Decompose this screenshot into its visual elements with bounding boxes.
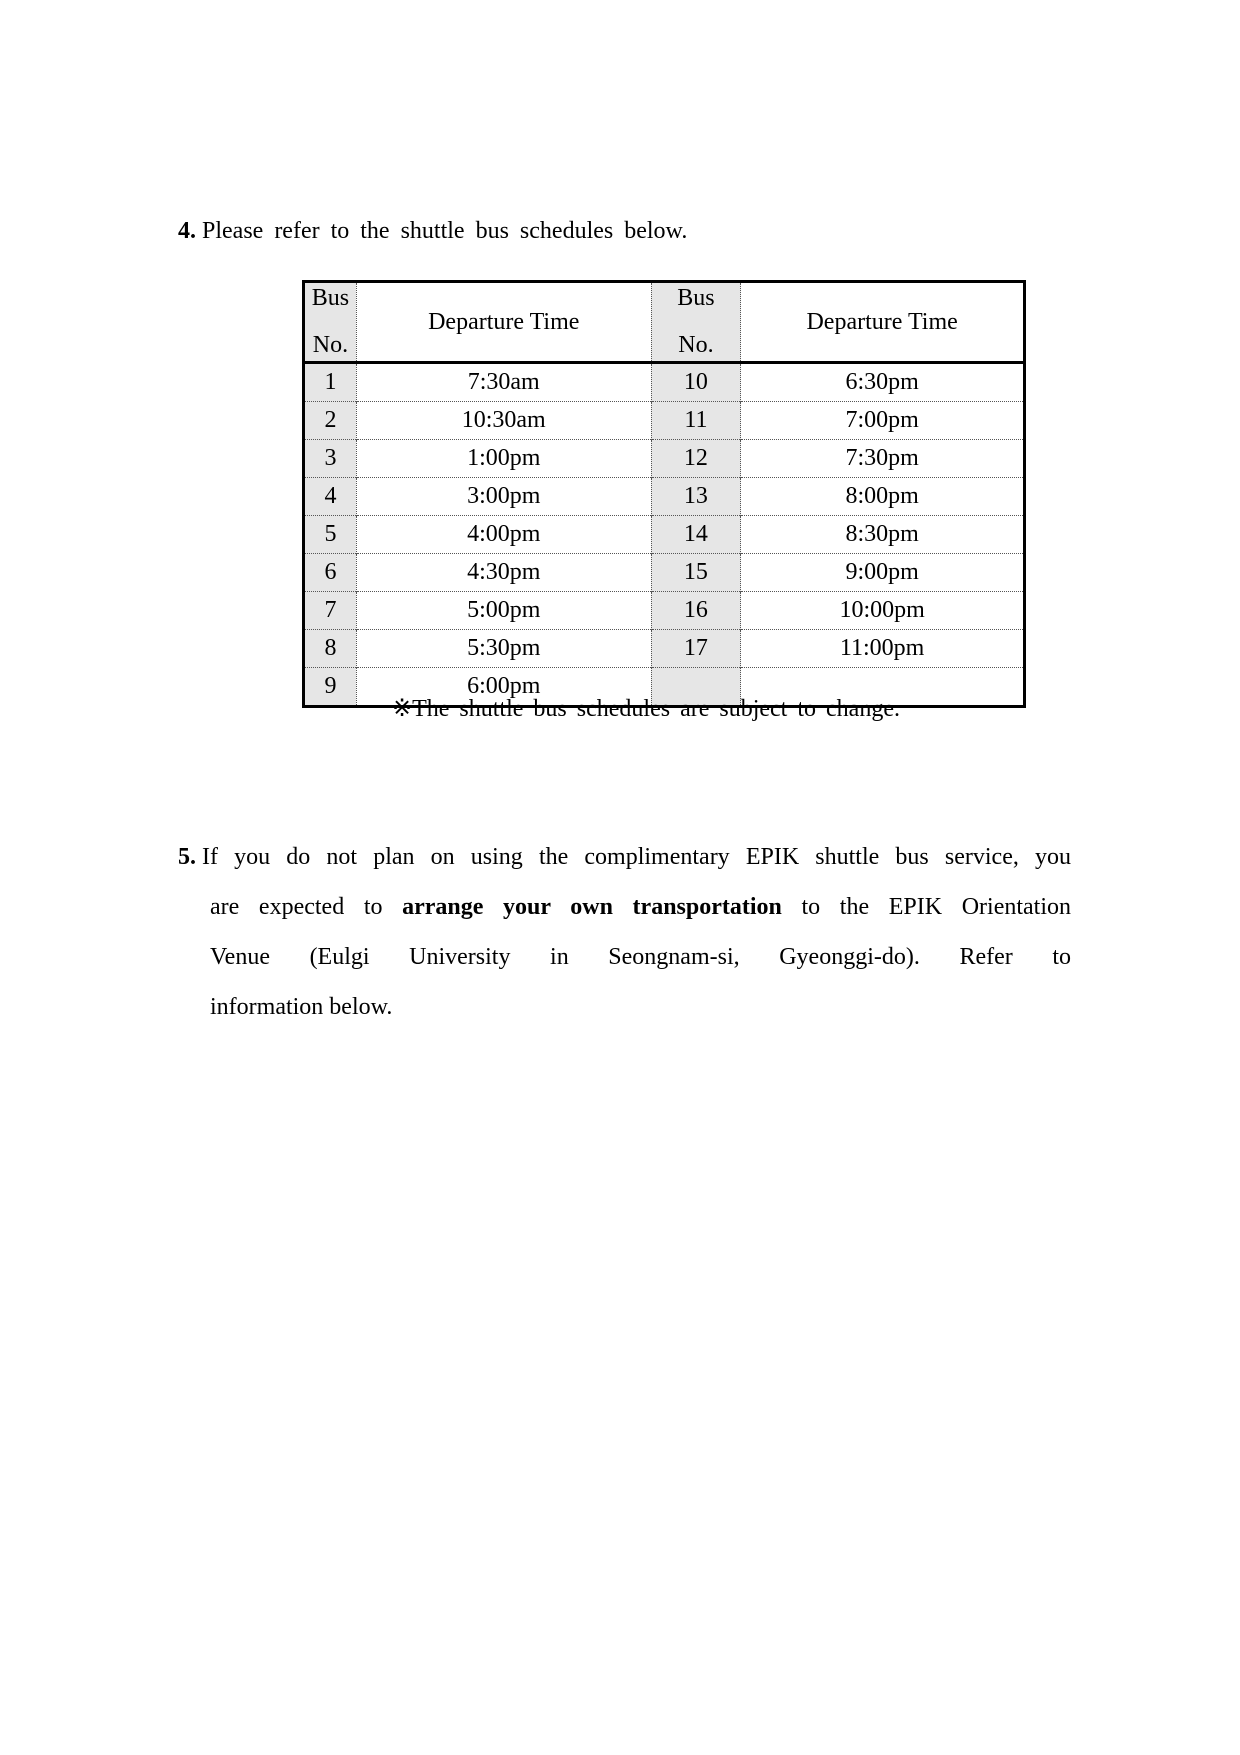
table-row [304,478,1025,516]
shuttle-schedule-table [302,280,1026,708]
bus-number: 6 [304,554,357,592]
departure-time: 1:00pm [356,440,651,478]
bus-number: 11 [651,402,741,440]
table-row [304,516,1025,554]
departure-time: 8:00pm [741,478,1025,516]
bus-number: 2 [304,402,357,440]
bus-number: 10 [651,363,741,402]
departure-time: 7:30am [356,363,651,402]
departure-time: 7:00pm [741,402,1025,440]
header-departure-time: Departure Time [356,282,651,363]
bus-number: 14 [651,516,741,554]
bus-number: 8 [304,630,357,668]
bus-number: 12 [651,440,741,478]
header-departure-time-2: Departure Time [741,282,1025,363]
departure-time: 8:30pm [741,516,1025,554]
departure-time: 11:00pm [741,630,1025,668]
departure-time: 5:30pm [356,630,651,668]
table-header-row [304,282,1025,363]
bus-number: 1 [304,363,357,402]
section-4-heading: 4. Please refer to the shuttle bus schedules below. [178,218,688,244]
table-row [304,592,1025,630]
departure-time: 10:00pm [741,592,1025,630]
table-row [304,402,1025,440]
bus-number: 9 [304,668,357,707]
departure-time: 4:00pm [356,516,651,554]
departure-time: 4:30pm [356,554,651,592]
bus-number: 3 [304,440,357,478]
emphasis-text: arrange your own transportation [402,894,782,920]
table-row [304,554,1025,592]
departure-time: 6:00pm [356,668,651,707]
bus-number: 16 [651,592,741,630]
bus-number: 13 [651,478,741,516]
departure-time: 3:00pm [356,478,651,516]
bus-number: 4 [304,478,357,516]
bus-number: 7 [304,592,357,630]
section-5-paragraph: 5. If you do not plan on using the complimentary EPIK shuttle bus service, you are expected to arrange your own transportation to the EPIK Orientation Venue (Eulgi University in Seongnam-si, Gyeonggi-do). Refer to information below. [178,844,1072,1020]
bus-number: 17 [651,630,741,668]
departure-time: 9:00pm [741,554,1025,592]
header-bus-no-2: Bus No. [651,282,741,363]
departure-time: 6:30pm [741,363,1025,402]
table-row [304,440,1025,478]
bus-number: 5 [304,516,357,554]
departure-time: 7:30pm [741,440,1025,478]
table-row [304,630,1025,668]
header-bus-no: Bus No. [304,282,357,363]
table-row [304,363,1025,402]
departure-time: 5:00pm [356,592,651,630]
schedule-note: ※The shuttle bus schedules are subject to change. [392,696,900,722]
bus-number: 15 [651,554,741,592]
departure-time: 10:30am [356,402,651,440]
